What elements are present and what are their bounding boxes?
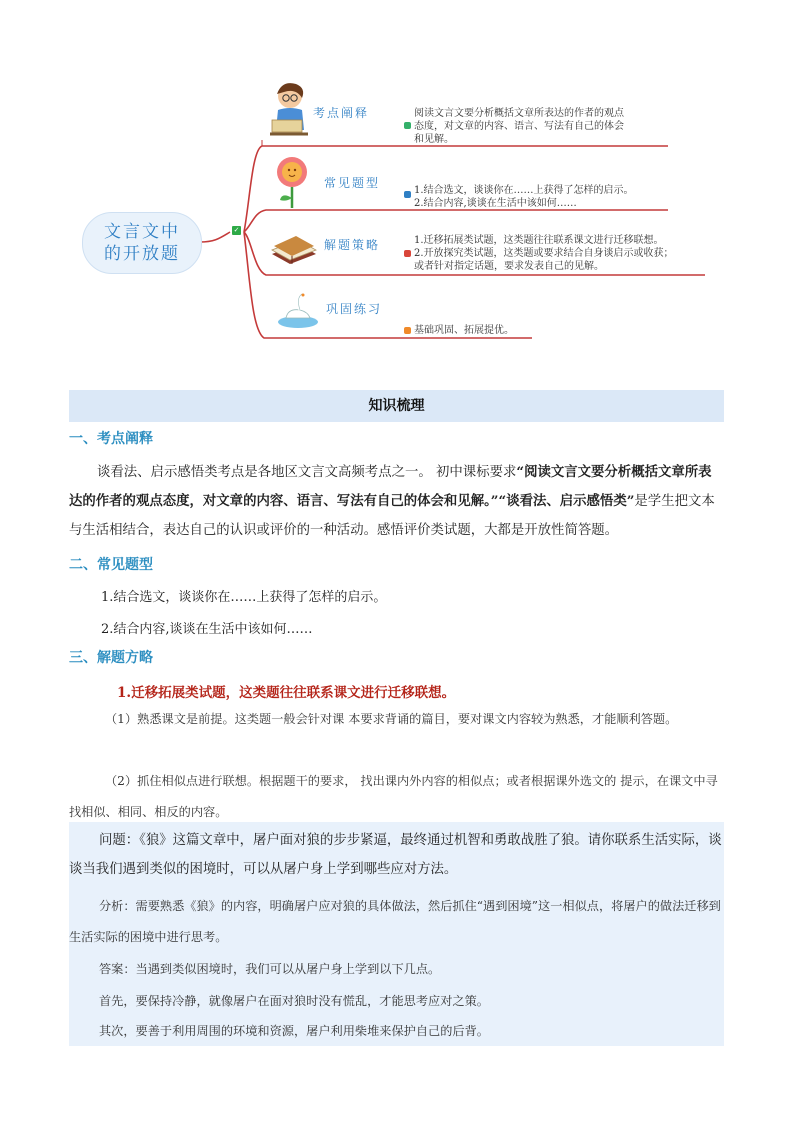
example-answer: 答案：当遇到类似困境时，我们可以从屠户身上学到以下几点。 [99,962,441,976]
section-3-subtitle: 1.迁移拓展类试题，这类题往往联系课文进行迁移联想。 [117,685,456,701]
s1-text-c: 是学生把文本与生活相结合，表达自己的认识或评价的一种活动。感悟评价类试题，大都是开放性简答题。 [69,494,715,538]
section-title-bar: 知识梳理 [69,390,724,422]
branch-1-line-3: 和见解。 [414,134,454,145]
example-first: 首先，要保持冷静，就像屠户在面对狼时没有慌乱，才能思考应对之策。 [99,994,489,1008]
mind-map-root [82,212,202,274]
branch-2-line-1: 1.结合选文，谈谈你在……上获得了怎样的启示。 [414,185,634,196]
section-2-item-1: 1.结合选文，谈谈你在……上获得了怎样的启示。 [101,590,387,605]
branch-2-text [414,184,634,210]
section-3-point-1: （1）熟悉课文是前提。这类题一般会针对课 本要求背诵的篇目，要对课文内容较为熟悉，才能顺利答题。 [105,712,678,726]
section-3-heading: 三、解题方略 [69,650,153,666]
branch-1-line-2: 态度，对文章的内容、语言、写法有自己的体会 [414,121,624,132]
branch-4-line-1: 基础巩固、拓展提优。 [414,325,514,336]
mind-map-connectors [0,0,794,370]
branch-3-line-2: 2.开放探究类试题，这类题或要求结合自身谈启示或收获； [414,248,674,259]
branch-3-bullet [404,250,411,257]
example-analysis: 分析：需要熟悉《狼》的内容，明确屠户应对狼的具体做法，然后抓住“遇到困境”这一相似点，将屠户的做法迁移到生活实际的困境中进行思考。 [69,899,721,944]
branch-2-bullet [404,191,411,198]
branch-title-1: 考点阐释 [313,106,370,120]
branch-1-bullet [404,122,411,129]
section-3-point-2: （2）抓住相似点进行联想。根据题干的要求， 找出课内外内容的相似点；或者根据课外选文的 提示，在课文中寻找相似、相同、相反的内容。 [69,774,718,819]
mind-map [0,0,794,370]
section-2-item-2: 2.结合内容,谈谈在生活中该如何…… [101,622,313,637]
branch-3-line-1: 1.迁移拓展类试题，这类题往往联系课文进行迁移联想。 [414,235,664,246]
check-icon: ✓ [233,226,240,234]
branch-title-3: 解题策略 [324,238,381,252]
books-icon [268,228,320,270]
section-1-paragraph [69,458,724,545]
branch-3-line-3: 或者针对指定话题，要求发表自己的见解。 [414,261,604,272]
root-label: 文言文中的开放题 [104,222,180,264]
section-2-heading: 二、常见题型 [69,557,153,573]
branch-title-4: 巩固练习 [326,302,383,316]
branch-4-text [414,324,514,337]
branch-3-text [414,234,674,273]
branch-4-bullet [404,327,411,334]
example-question: 问题：《狼》这篇文章中，屠户面对狼的步步紧逼，最终通过机智和勇敢战胜了狼。请你联系生活实际，谈谈当我们遇到类似的困境时，可以从屠户身上学到哪些应对方法。 [69,833,722,877]
sunflower-icon [270,152,316,210]
section-1-heading: 一、考点阐释 [69,431,153,447]
swan-icon [276,290,320,330]
example-second: 其次，要善于利用周围的环境和资源，屠户利用柴堆来保护自己的后背。 [99,1024,489,1038]
s1-text-a: 谈看法、启示感悟类考点是各地区文言文高频考点之一。 初中课标要求 [97,465,517,480]
branch-title-2: 常见题型 [324,176,381,190]
branch-2-line-2: 2.结合内容,谈谈在生活中该如何…… [414,198,577,209]
child-reading-icon [262,80,312,142]
branch-1-line-1: 阅读文言文要分析概括文章所表达的作者的观点 [414,108,624,119]
branch-1-text [414,107,624,146]
s1-text-bold: “阅读文言文要分析概括文章所表达的作者的观点态度，对文章的内容、语言、写法有自己的体会和见解。”“谈看法、启示感悟类” [69,464,712,509]
